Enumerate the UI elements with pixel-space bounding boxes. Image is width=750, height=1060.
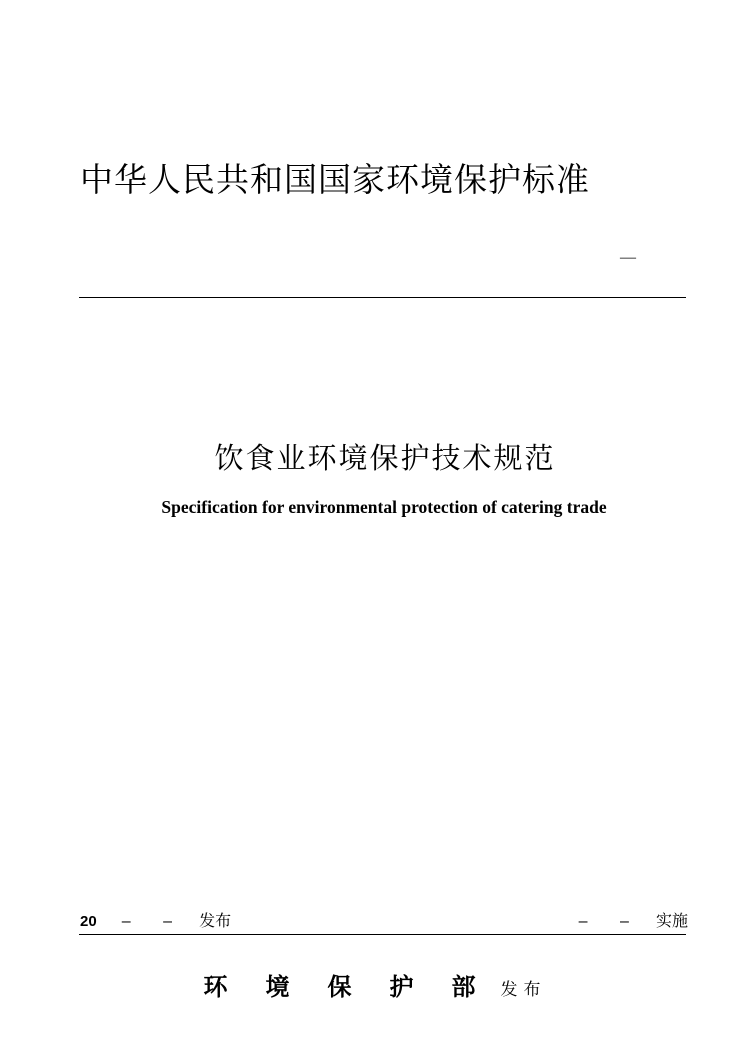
implementation-label: 实施 [655, 911, 688, 930]
issue-label: 发布 [199, 911, 232, 930]
issue-year-mark: 20 [80, 913, 97, 930]
implementation-date-dashes: – – [578, 913, 643, 930]
standard-number-dash: — [620, 249, 636, 266]
publisher-line [0, 972, 750, 1005]
standard-title: 中华人民共和国国家环境保护标准 [80, 160, 590, 199]
document-title-chinese: 饮食业环境保护技术规范 [214, 441, 556, 475]
footer-divider [79, 934, 686, 935]
issue-date-dashes: – – [121, 913, 187, 930]
implementation-date [579, 910, 688, 933]
publisher-name: 环境保护部 [203, 973, 514, 1001]
document-title-english: Specification for environmental protection of catering trade [161, 497, 607, 517]
issue-date [80, 910, 231, 933]
header-divider [79, 297, 686, 298]
publisher-suffix: 发布 [500, 980, 547, 1000]
